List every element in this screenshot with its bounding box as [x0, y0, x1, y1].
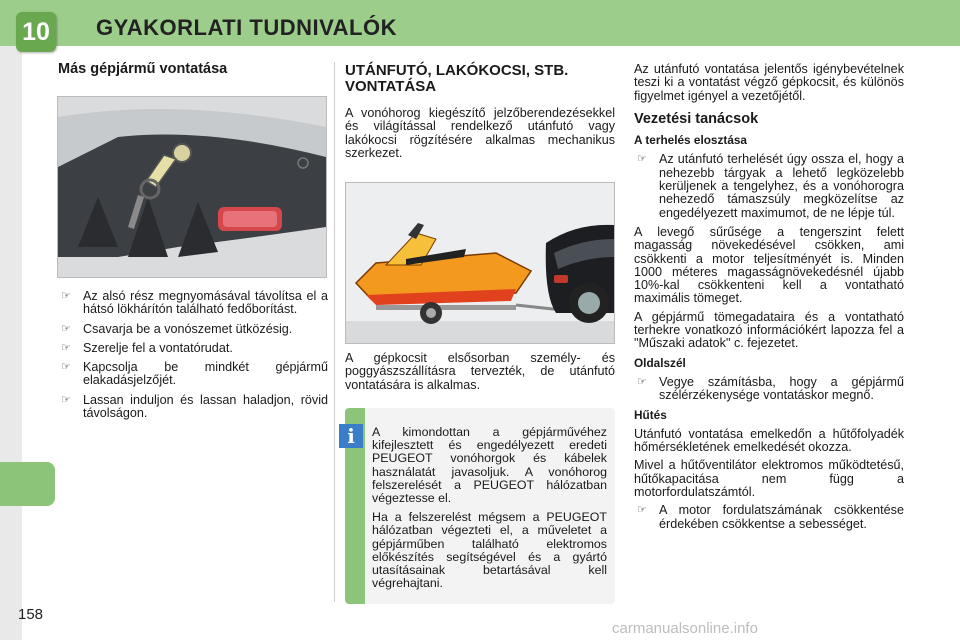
driving-advice-heading: Vezetési tanácsok [634, 110, 759, 127]
chapter-number: 10 [16, 12, 56, 52]
mass-data-text: A gépjármű tömegadataira és a vontatható terhekre vonatkozó információkért lapozza fel a "Műszaki adatok" c. fejezetet. [634, 309, 904, 351]
car-towing-jetski-trailer-photo [345, 182, 615, 344]
column-divider [334, 62, 335, 602]
air-density-text: A levegő sűrűsége a tengerszint felett magasság növekedésével csökken, ami csökkenti a motor teljesítményét is. Minden 1000 méteres magasságnövekedésnél újabb 10%-kal csökkenteni kell a vontatható maximális tömeget. [634, 224, 904, 306]
towing-steps-list [58, 290, 328, 420]
vehicle-purpose-text: A gépkocsit elsősorban személy- és poggyászszállításra tervezték, de utánfutó vontatására is alkalmas. [345, 351, 615, 392]
pointing-hand-icon: ☞ [61, 341, 71, 354]
info-box [345, 408, 615, 604]
trailer-intro-text: A vonóhorog kiegészítő jelzőberendezésekkel és világítással rendelkező utánfutó vagy lakókocsi rögzítésére alkalmas mechanikus szerkezet. [345, 106, 615, 160]
trailer-illustration [346, 183, 614, 343]
right-column [634, 63, 904, 537]
cooling-text: Utánfutó vontatása emelkedőn a hűtőfolyadék hőmérsékletének emelkedését okozza. [634, 426, 904, 455]
pointing-hand-icon: ☞ [61, 290, 71, 302]
list-item: ☞ A motor fordulatszámának csökkentése érdekében csökkentse a sebességet. [637, 503, 904, 531]
list-item: ☞ Csavarja be a vonószemet ütközésig. [61, 321, 293, 336]
cooling-list [634, 504, 904, 531]
crosswind-list [634, 376, 904, 403]
watermark: carmanualsonline.info [612, 620, 758, 637]
info-paragraph: Ha a felszerelést mégsem a PEUGEOT hálózatban végezteti el, a műveletet a gépjárműben található elektromos előkészítés segítségével és a gyártó utasításainak betartásával kell végrehajtani. [372, 510, 607, 591]
pointing-hand-icon: ☞ [637, 375, 647, 388]
middle-column-top [345, 63, 615, 165]
towing-other-vehicle-heading: Más gépjármű vontatása [58, 61, 228, 77]
pointing-hand-icon: ☞ [637, 153, 647, 166]
list-item: ☞ Vegye számításba, hogy a gépjármű szélérzékenysége vontatáskor megnő. [637, 374, 904, 403]
cooling-heading: Hűtés [634, 407, 667, 422]
info-icon: i [339, 424, 363, 448]
pointing-hand-icon: ☞ [61, 361, 71, 374]
list-item: ☞ Lassan induljon és lassan haladjon, rövid távolságon. [61, 392, 328, 421]
chapter-side-tab [0, 462, 55, 506]
pointing-hand-icon: ☞ [61, 322, 71, 335]
left-column [58, 63, 328, 82]
middle-column-caption [345, 352, 615, 397]
info-paragraph: A kimondottan a gépjárművéhez kifejlesztett és engedélyezett eredeti PEUGEOT vonóhorgok és kábelek használatát javasoljuk. A vonóhorog felszerelését a PEUGEOT hálózatban végeztesse el. [372, 425, 607, 506]
list-item: ☞ Az alsó rész megnyomásával távolítsa el a hátsó lökhárítón található fedőborítást. [61, 289, 328, 317]
pointing-hand-icon: ☞ [61, 393, 71, 406]
rear-bumper-tow-eye-photo [57, 96, 327, 278]
page-title: GYAKORLATI TUDNIVALÓK [96, 15, 397, 40]
load-distribution-heading: A terhelés elosztása [634, 133, 747, 148]
left-steps [58, 290, 328, 426]
load-distribution-list [634, 153, 904, 219]
sidebar-strip [0, 46, 22, 640]
list-item: ☞ Szerelje fel a vontatórudat. [61, 340, 233, 355]
list-item: ☞ Az utánfutó terhelését úgy ossza el, hogy a nehezebb tárgyak a lehető legközelebb kerüljenek a tengelyhez, és a vonóhorogra nehezedő támaszsúly megközelítse az engedélyezett maximumot, de ne lépje túl. [637, 152, 904, 220]
page-number: 158 [18, 606, 44, 623]
towing-load-intro: Az utánfutó vontatása jelentős igénybevételnek teszi ki a vontatást végző gépkocsit, és különös figyelmet igényel a vezetőjétől. [634, 62, 904, 103]
trailer-towing-heading: UTÁNFUTÓ, LAKÓKOCSI, STB. VONTATÁSA [345, 62, 569, 95]
list-item: ☞ Kapcsolja be mindkét gépjármű elakadásjelzőjét. [61, 360, 328, 388]
rear-bumper-illustration [58, 97, 326, 277]
crosswind-heading: Oldalszél [634, 355, 686, 370]
cooling-fan-text: Mivel a hűtőventilátor elektromos működtetésű, hűtőkapacitása nem függ a motorfordulatszámtól. [634, 458, 904, 500]
pointing-hand-icon: ☞ [637, 504, 647, 517]
